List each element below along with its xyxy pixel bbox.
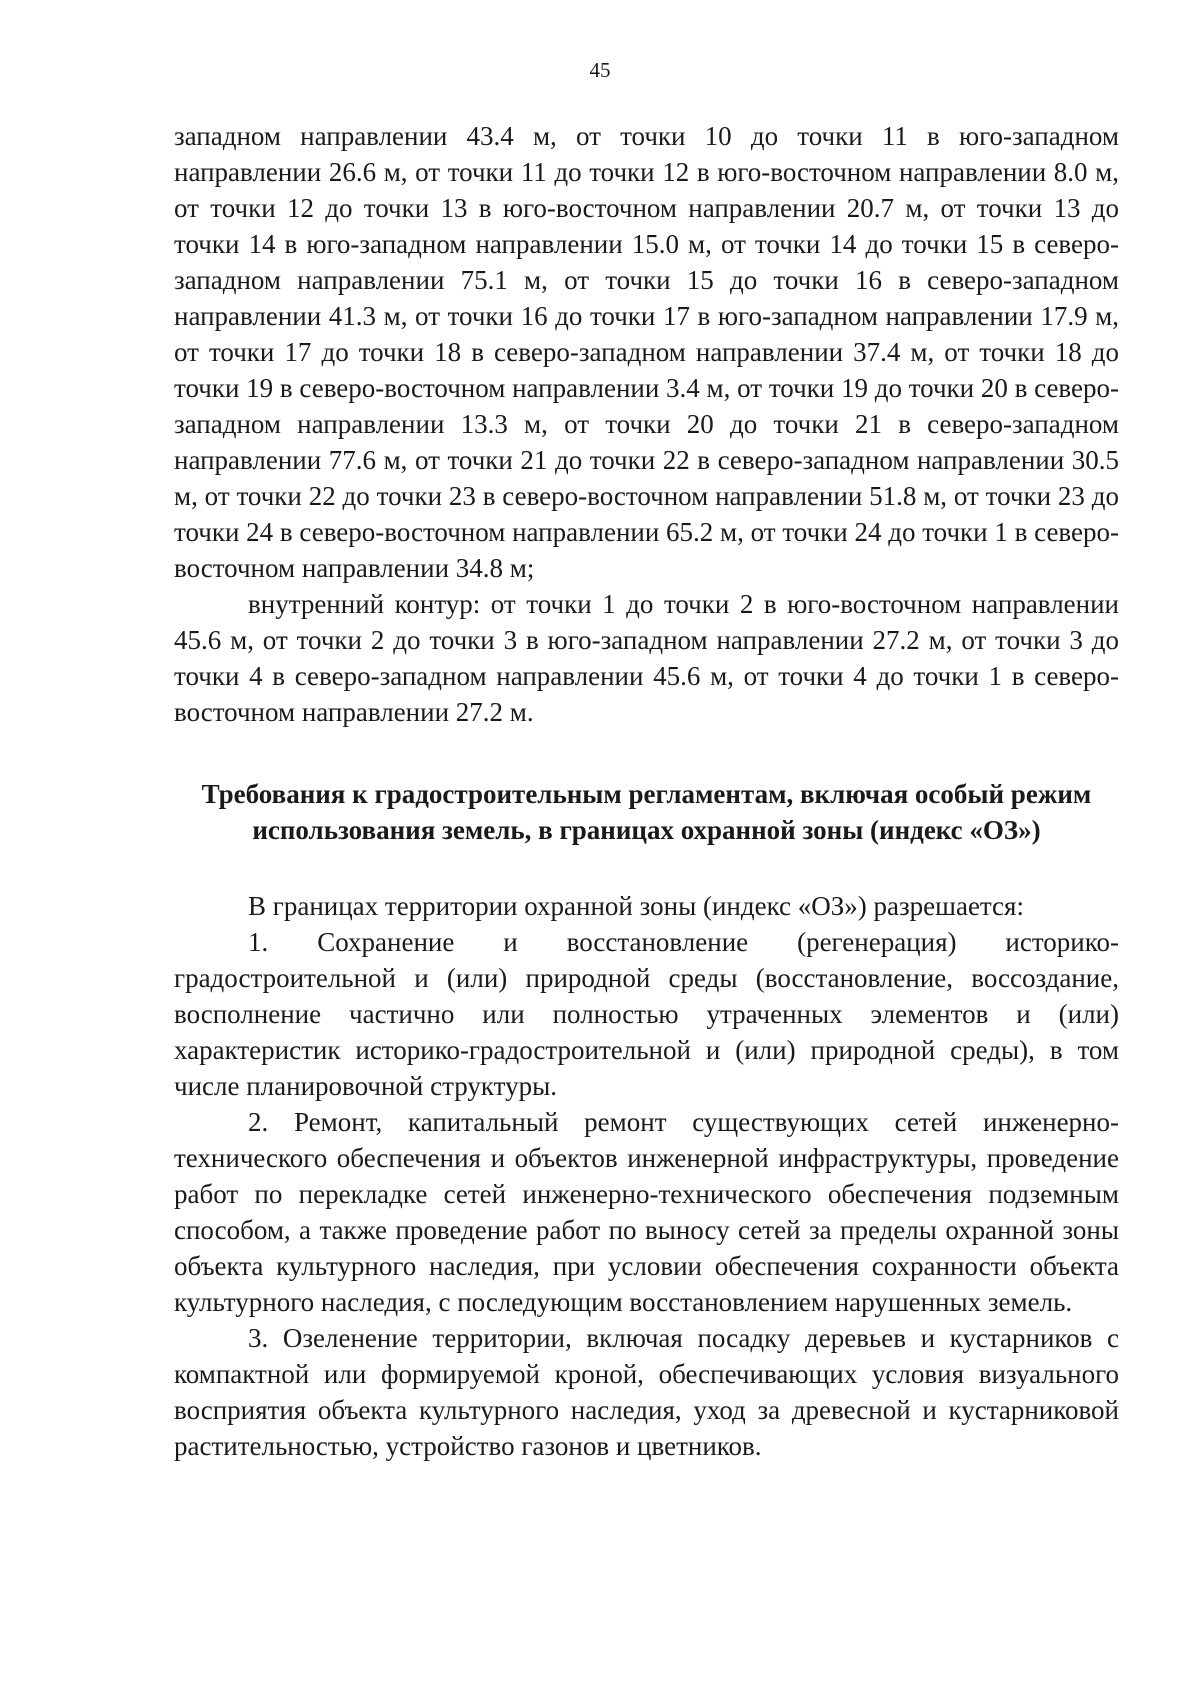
section-heading-line-1: Требования к градостроительным регламентам, включая особый режим (201, 779, 1092, 809)
list-item: 1. Сохранение и восстановление (регенерация) историко-градостроительной и (или) природной среды (восстановление, воссоздание, восполнение частично или полностью утраченных элементов и (или) характеристик историко-градостроительной и (или) природной среды), в том числе планировочной структуры. (174, 927, 1119, 1101)
paragraph-intro: В границах территории охранной зоны (индекс «ОЗ») разрешается: (248, 891, 1024, 921)
paragraph-contour-continuation: западном направлении 43.4 м, от точки 10 до точки 11 в юго-западном направлении 26.6 м, от точки 11 до точки 12 в юго-восточном направлении 8.0 м, от точки 12 до точки 13 в юго-восточном направлении 20.7 м, от точки 13 до точки 14 в юго-западном направлении 15.0 м, от точки 14 до точки 15 в северо-западном направлении 75.1 м, от точки 15 до точки 16 в северо-западном направлении 41.3 м, от точки 16 до точки 17 в юго-западном направлении 17.9 м, от точки 17 до точки 18 в северо-западном направлении 37.4 м, от точки 18 до точки 19 в северо-восточном направлении 3.4 м, от точки 19 до точки 20 в северо-западном направлении 13.3 м, от точки 20 до точки 21 в северо-западном направлении 77.6 м, от точки 21 до точки 22 в северо-западном направлении 30.5 м, от точки 22 до точки 23 в северо-восточном направлении 51.8 м, от точки 23 до точки 24 в северо-восточном направлении 65.2 м, от точки 24 до точки 1 в северо-восточном направлении 34.8 м; (174, 121, 1119, 583)
document-body (174, 118, 1119, 1464)
list-item: 3. Озеленение территории, включая посадку деревьев и кустарников с компактной или формируемой кроной, обеспечивающих условия визуального восприятия объекта культурного наследия, уход за древесной и кустарниковой растительностью, устройство газонов и цветников. (174, 1323, 1119, 1461)
page-number: 45 (589, 58, 611, 82)
section-heading (174, 776, 1119, 848)
paragraph-inner-contour: внутренний контур: от точки 1 до точки 2 в юго-восточном направлении 45.6 м, от точки 2 до точки 3 в юго-западном направлении 27.2 м, от точки 3 до точки 4 в северо-западном направлении 45.6 м, от точки 4 до точки 1 в северо-восточном направлении 27.2 м. (174, 589, 1119, 727)
section-heading-line-2: использования земель, в границах охранной зоны (индекс «ОЗ») (252, 815, 1041, 845)
list-item: 2. Ремонт, капитальный ремонт существующих сетей инженерно-технического обеспечения и объектов инженерной инфраструктуры, проведение работ по перекладке сетей инженерно-технического обеспечения подземным способом, а также проведение работ по выносу сетей за пределы охранной зоны объекта культурного наследия, при условии обеспечения сохранности объекта культурного наследия, с последующим восстановлением нарушенных земель. (174, 1107, 1119, 1317)
